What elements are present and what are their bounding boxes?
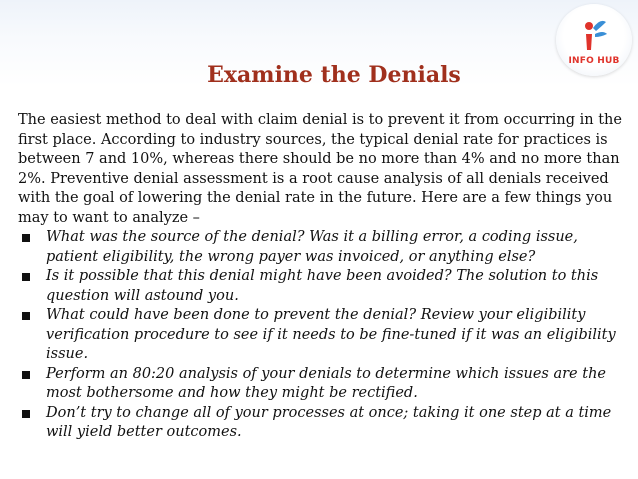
bullet-text: Perform an 80:20 analysis of your denials to determine which issues are the most bothersome and how they might be rectified. bbox=[46, 365, 606, 401]
list-item bbox=[18, 365, 622, 404]
list-item bbox=[18, 228, 622, 267]
slide-title: Examine the Denials bbox=[207, 62, 461, 88]
bullet-text: What was the source of the denial? Was it a billing error, a coding issue, patient eligibility, the wrong payer was invoiced, or anything else? bbox=[46, 229, 578, 265]
slide-body bbox=[18, 111, 622, 443]
list-item bbox=[18, 404, 622, 443]
bullet-square-icon bbox=[22, 371, 30, 379]
logo-text: INFO HUB bbox=[568, 56, 620, 66]
bullet-square-icon bbox=[22, 312, 30, 320]
bullet-list bbox=[18, 228, 622, 443]
list-item bbox=[18, 267, 622, 306]
bullet-text: Don’t try to change all of your processes at once; taking it one step at a time will yield better outcomes. bbox=[46, 404, 612, 440]
bullet-text: What could have been done to prevent the denial? Review your eligibility verification procedure to see if it needs to be fine-tuned if it was an eligibility issue. bbox=[46, 307, 616, 362]
bullet-square-icon bbox=[22, 410, 30, 418]
bullet-text: Is it possible that this denial might have been avoided? The solution to this question will astound you. bbox=[46, 268, 599, 304]
intro-paragraph: The easiest method to deal with claim denial is to prevent it from occurring in the first place. According to industry sources, the typical denial rate for practices is between 7 and 10%, whereas there should be no more than 4% and no more than 2%. Preventive denial assessment is a root cause analysis of all denials received with the goal of lowering the denial rate in the future. Here are a few things you may to want to analyze – bbox=[18, 112, 622, 226]
bullet-square-icon bbox=[22, 273, 30, 281]
list-item bbox=[18, 306, 622, 365]
bullet-square-icon bbox=[22, 234, 30, 242]
